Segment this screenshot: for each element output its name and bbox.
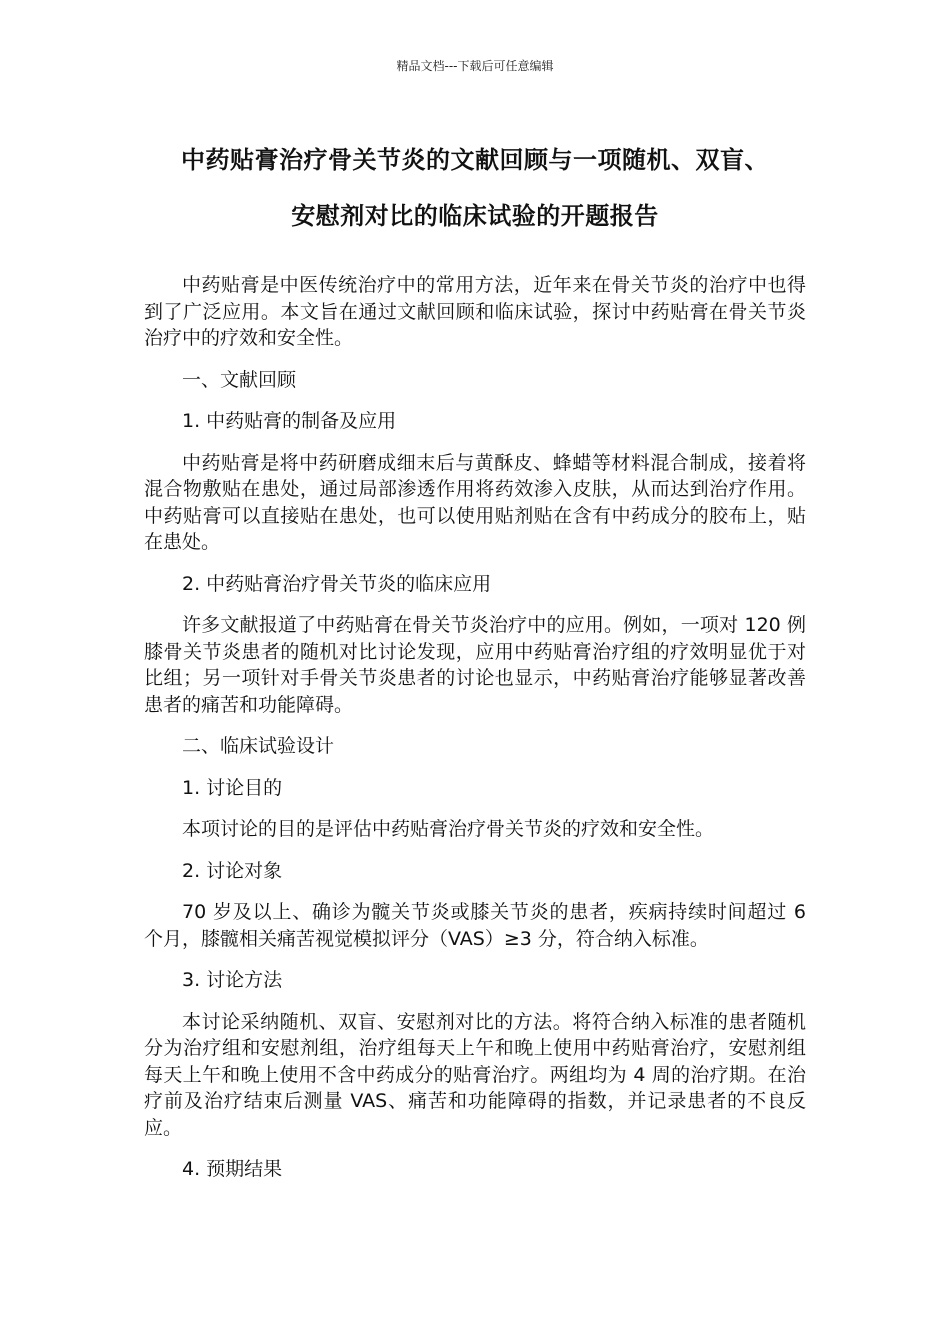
subheading-subjects: 2. 讨论对象 (182, 859, 283, 882)
subheading-expected-results: 4. 预期结果 (182, 1158, 283, 1180)
subheading-clinical-application: 2. 中药贴膏治疗骨关节炎的临床应用 (182, 572, 492, 595)
section-heading-literature-review: 一、文献回顾 (182, 368, 297, 391)
subheading-preparation: 1. 中药贴膏的制备及应用 (182, 410, 397, 432)
paragraph-preparation: 中药贴膏是将中药研磨成细末后与黄酥皮、蜂蜡等材料混合制成，接着将混合物敷贴在患处，通过局部渗透作用将药效渗入皮肤，从而达到治疗作用。中药贴膏可以直接贴在患处，也可以使用贴剂贴在含有中药成分的胶布上，贴在患处。 (144, 451, 806, 553)
header-note: 精品文档---下载后可任意编辑 (396, 59, 554, 73)
paragraph-purpose: 本项讨论的目的是评估中药贴膏治疗骨关节炎的疗效和安全性。 (182, 818, 715, 840)
paragraph-methods: 本讨论采纳随机、双盲、安慰剂对比的方法。将符合纳入标准的患者随机分为治疗组和安慰剂组，治疗组每天上午和晚上使用中药贴膏治疗，安慰剂组每天上午和晚上使用不含中药成分的贴膏治疗。两组均为 4 周的治疗期。在治疗前及治疗结束后测量 VAS、痛苦和功能障碍的指数，并记录患者的不良反应。 (144, 1010, 806, 1139)
paragraph-clinical-application: 许多文献报道了中药贴膏在骨关节炎治疗中的应用。例如，一项对 120 例膝骨关节炎患者的随机对比讨论发现，应用中药贴膏治疗组的疗效明显优于对比组；另一项针对手骨关节炎患者的讨论也显示，中药贴膏治疗能够显著改善患者的痛苦和功能障碍。 (144, 614, 806, 716)
subheading-methods: 3. 讨论方法 (182, 969, 283, 991)
paragraph-subjects: 70 岁及以上、确诊为髋关节炎或膝关节炎的患者，疾病持续时间超过 6 个月，膝髋相关痛苦视觉模拟评分（VAS）≥3 分，符合纳入标准。 (144, 901, 806, 950)
title-line-2: 安慰剂对比的临床试验的开题报告 (291, 202, 659, 230)
section-heading-trial-design: 二、临床试验设计 (182, 735, 335, 757)
title-line-1: 中药贴膏治疗骨关节炎的文献回顾与一项随机、双盲、 (181, 146, 769, 174)
document-body (144, 272, 806, 1198)
subheading-purpose: 1. 讨论目的 (182, 776, 283, 799)
intro-paragraph: 中药贴膏是中医传统治疗中的常用方法，近年来在骨关节炎的治疗中也得到了广泛应用。本文旨在通过文献回顾和临床试验，探讨中药贴膏在骨关节炎治疗中的疗效和安全性。 (144, 274, 806, 349)
